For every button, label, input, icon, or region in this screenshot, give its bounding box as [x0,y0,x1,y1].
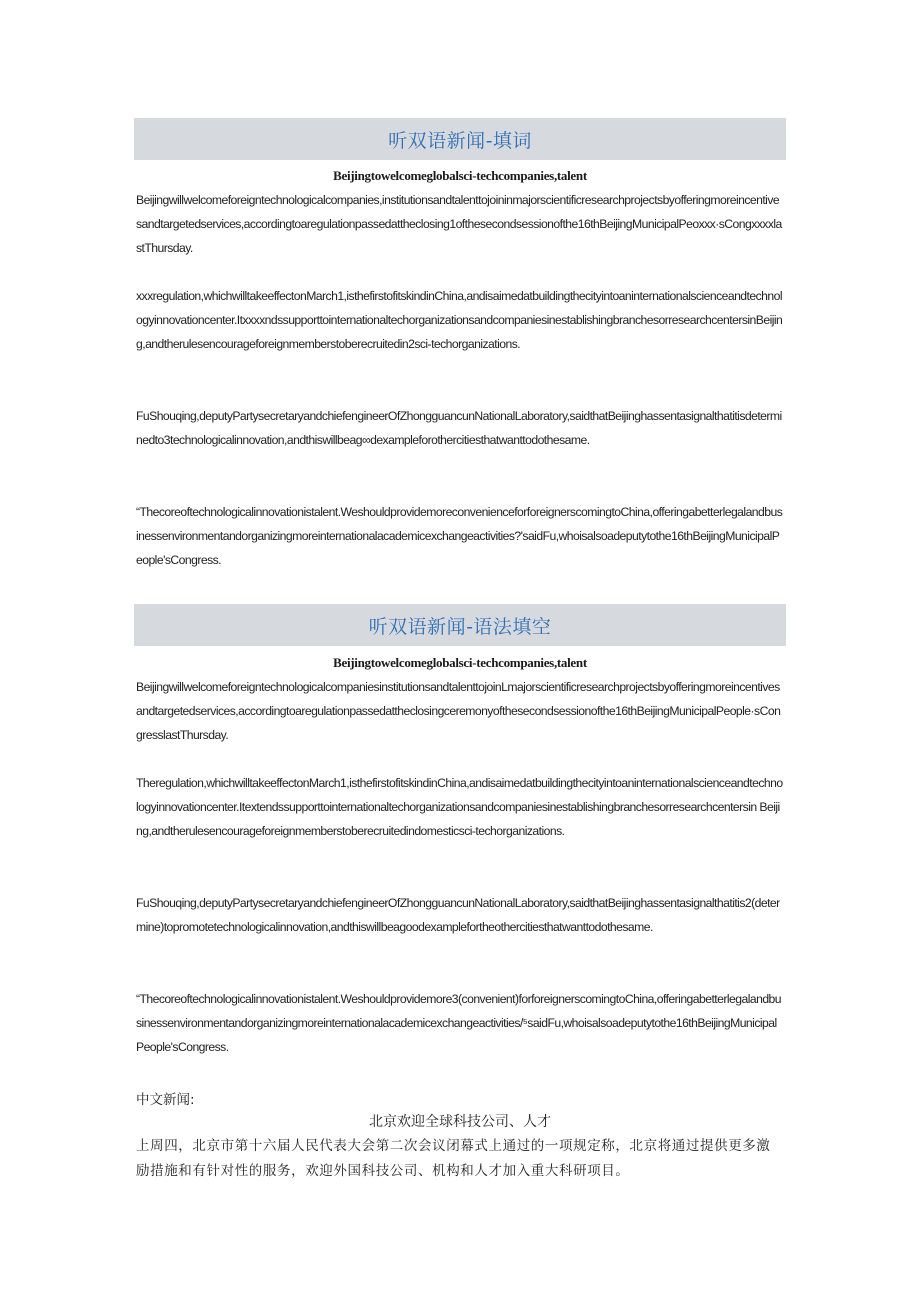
section2-paragraph-3: FuShouqing,deputyPartysecretaryandchiefengineerOfZhongguancunNationalLaboratory,saidthatBeijinghassentasignalthatitis2(determine)topromotetechnologicalinnovation,andthiswillbeagoodexamplefortheothercitiesthatwanttodothesame. [136,896,780,934]
section1-paragraph-1: Beijingwillwelcomeforeigntechnologicalcompanies,institutionsandtalenttojoininmajorscientificresearchprojectsbyofferingmoreincentivesandtargetedservices,accordingtoaregulationpassedattheclosing1ofthesecondsessionofthe16thBeijingMunicipalPeoxxx·sCongxxxxlastThursday. [136,193,782,255]
section1-header-text: 听双语新闻-填词 [388,129,532,152]
section2-paragraph-4: “Thecoreoftechnologicalinnovationistalent.Weshouldprovidemore3(convenient)forforeignerscomingtoChina,offeringabetterlegalandbusinessenvironmentandorganizingmoreinternationalacademicexchangeactivities/⁵saidFu,whoisalsoadeputytothe16thBeijingMunicipalPeople'sCongress. [136,992,782,1054]
section1-paragraph-2: xxxregulation,whichwilltakeeffectonMarch1,isthefirstofitskindinChina,andisaimedatbuildingthecityintoaninternationalscienceandtechnologyinnovationcenter.ItxxxxndssupporttointernationaltechorganizationsandcompaniesinestablishingbranchesorresearchcentersinBeijing,andtherulesencourageforeignmemberstoberecruitedin2sci-techorganizations. [136,289,783,351]
section2-header-text: 听双语新闻-语法填空 [368,615,552,638]
section1-paragraph-3: FuShouqing,deputyPartysecretaryandchiefengineerOfZhongguancunNationalLaboratory,saidthatBeijinghassentasignalthatitisdeterminedto3technologicalinnovation,andthiswillbeag∞dexampleforothercitiesthatwanttodothesame. [136,409,782,447]
section2-header [134,604,786,646]
chinese-news-label: 中文新闻: [136,1092,195,1108]
section2-paragraph-1: BeijingwillwelcomeforeigntechnologicalcompaniesinstitutionsandtalenttojoinLmajorscientificresearchprojectsbyofferingmoreincentivesandtargetedservices,accordingtoaregulationpassedattheclosingceremonyofthesecondsessionofthe16thBeijingMunicipalPeople·sCongresslastThursday. [136,680,781,742]
chinese-news-paragraph: 上周四，北京市第十六届人民代表大会第二次会议闭幕式上通过的一项规定称，北京将通过提供更多激励措施和有针对性的服务，欢迎外国科技公司、机构和人才加入重大科研项目。 [136,1138,771,1179]
section2-article-title: Beijingtowelcomeglobalsci-techcompanies,talent [333,655,587,670]
section1-article-title: Beijingtowelcomeglobalsci-techcompanies,talent [333,168,587,183]
section1-header [134,118,786,160]
section1-paragraph-4: “Thecoreoftechnologicalinnovationistalent.WeshouldprovidemoreconvenienceforforeignerscomingtoChina,offeringabetterlegalandbusinessenvironmentandorganizingmoreinternationalacademicexchangeactivities?'saidFu,whoisalsoadeputytothe16thBeijingMunicipalPeople'sCongress. [136,505,783,567]
section2-paragraph-2: Theregulation,whichwilltakeeffectonMarch1,isthefirstofitskindinChina,andisaimedatbuildingthecityintoaninternationalscienceandtechnologyinnovationcenter.Itextendssupporttointernationaltechorganizationsandcompaniesinestablishingbranchesorresearchcentersin Beijing,andtherulesencourageforeignmemberstoberecruitedindomesticsci-techorganizations. [136,776,783,838]
chinese-news-title: 北京欢迎全球科技公司、人才 [369,1114,551,1130]
